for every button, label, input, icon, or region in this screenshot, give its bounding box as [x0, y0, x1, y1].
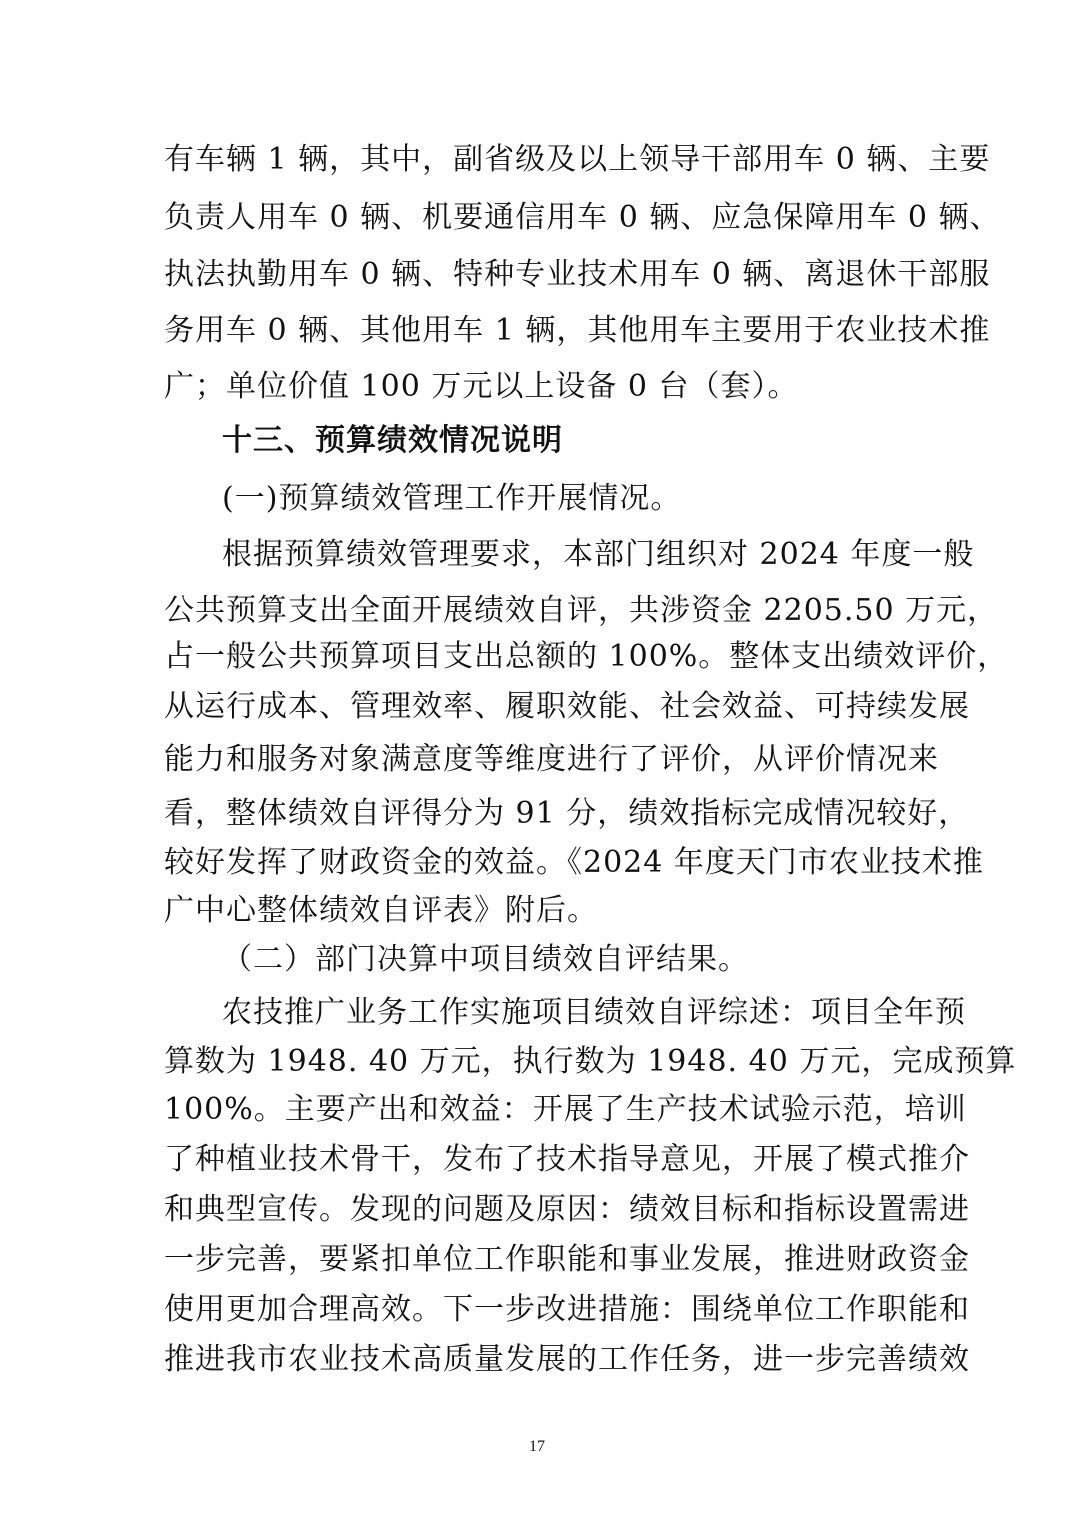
body-text-line: 务用车 0 辆、其他用车 1 辆，其他用车主要用于农业技术推: [164, 313, 991, 348]
body-text-line: 算数为 1948. 40 万元，执行数为 1948. 40 万元，完成预算: [164, 1044, 1017, 1079]
body-text-line: 广中心整体绩效自评表》附后。: [164, 893, 598, 928]
body-text-line: 农技推广业务工作实施项目绩效自评综述：项目全年预: [222, 995, 966, 1030]
body-text-line: 从运行成本、管理效率、履职效能、社会效益、可持续发展: [164, 689, 970, 724]
body-text-line: 使用更加合理高效。下一步改进措施：围绕单位工作职能和: [164, 1292, 970, 1327]
body-text-line: 一步完善，要紧扣单位工作职能和事业发展，推进财政资金: [164, 1242, 970, 1277]
body-text-line: 看，整体绩效自评得分为 91 分，绩效指标完成情况较好，: [164, 796, 970, 831]
body-text-line: 推进我市农业技术高质量发展的工作任务，进一步完善绩效: [164, 1342, 970, 1377]
subsection-heading: （二）部门决算中项目绩效自评结果。: [222, 942, 749, 977]
body-text-line: 较好发挥了财政资金的效益。《2024 年度天门市农业技术推: [164, 845, 984, 880]
body-text-line: 了种植业技术骨干，发布了技术指导意见，开展了模式推介: [164, 1142, 970, 1177]
body-text-line: 占一般公共预算项目支出总额的 100%。整体支出绩效评价，: [164, 639, 1009, 674]
body-text-line: 负责人用车 0 辆、机要通信用车 0 辆、应急保障用车 0 辆、: [164, 200, 1001, 235]
subsection-heading: (一)预算绩效管理工作开展情况。: [222, 481, 682, 516]
body-text-line: 根据预算绩效管理要求，本部门组织对 2024 年度一般: [222, 537, 975, 572]
body-text-line: 能力和服务对象满意度等维度进行了评价，从评价情况来: [164, 742, 939, 777]
body-text-line: 有车辆 1 辆，其中，副省级及以上领导干部用车 0 辆、主要: [164, 142, 991, 177]
section-heading: 十三、预算绩效情况说明: [222, 423, 563, 458]
body-text-line: 和典型宣传。发现的问题及原因：绩效目标和指标设置需进: [164, 1192, 970, 1227]
body-text-line: 公共预算支出全面开展绩效自评，共涉资金 2205.50 万元，: [164, 593, 999, 628]
body-text-line: 执法执勤用车 0 辆、特种专业技术用车 0 辆、离退休干部服: [164, 257, 991, 292]
body-text-line: 100%。主要产出和效益：开展了生产技术试验示范，培训: [164, 1092, 967, 1127]
body-text-line: 广；单位价值 100 万元以上设备 0 台（套）。: [164, 369, 799, 404]
page-number: 17: [529, 1438, 545, 1455]
